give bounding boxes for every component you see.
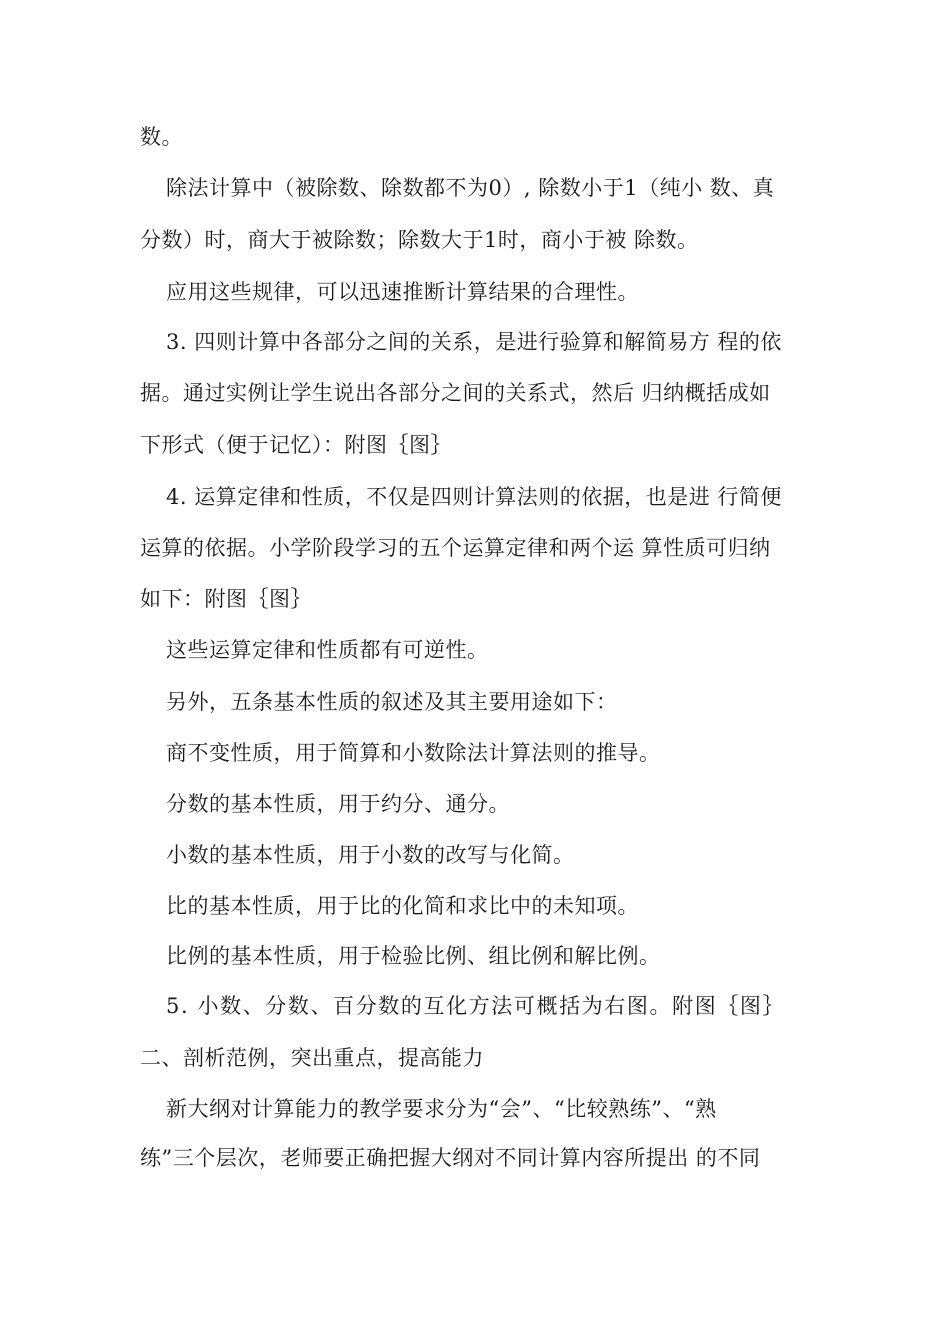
- text-line: 新大纲对计算能力的教学要求分为“会”、“比较熟练”、“熟: [166, 1097, 717, 1121]
- text-line: 商不变性质，用于简算和小数除法计算法则的推导。: [166, 741, 661, 765]
- text-line: 小数的基本性质，用于小数的改写与化简。: [166, 843, 575, 867]
- text-line: 据。通过实例让学生说出各部分之间的关系式，然后 归纳概括成如: [140, 381, 771, 405]
- text-line: 除法计算中（被除数、除数都不为0）, 除数小于1（纯小 数、真: [166, 176, 775, 200]
- text-line: 4. 运算定律和性质，不仅是四则计算法则的依据，也是进 行简便: [166, 485, 782, 509]
- text-line: 下形式（便于记忆）：附图｛图｝: [140, 433, 452, 457]
- section-heading: 二、剖析范例，突出重点，提高能力: [140, 1046, 484, 1070]
- text-line: 比例的基本性质，用于检验比例、组比例和解比例。: [166, 944, 661, 968]
- text-line: 3. 四则计算中各部分之间的关系，是进行验算和解简易方 程的依: [166, 330, 782, 354]
- text-line: 比的基本性质，用于比的化简和求比中的未知项。: [166, 894, 639, 918]
- text-line: 如下：附图｛图｝: [140, 587, 312, 611]
- text-line: 练”三个层次，老师要正确把握大纲对不同计算内容所提出 的不同: [140, 1146, 761, 1170]
- text-line: 运算的依据。小学阶段学习的五个运算定律和两个运 算性质可归纳: [140, 536, 771, 560]
- text-line: 应用这些规律，可以迅速推断计算结果的合理性。: [166, 280, 639, 304]
- text-line: 分数的基本性质，用于约分、通分。: [166, 792, 510, 816]
- text-line: 数。: [140, 125, 183, 149]
- text-line: 这些运算定律和性质都有可逆性。: [166, 638, 489, 662]
- text-line: 5. 小数、分数、百分数的互化方法可概括为右图。附图｛图｝: [166, 994, 786, 1018]
- text-line: 分数）时，商大于被除数；除数大于1时，商小于被 除数。: [140, 228, 699, 252]
- text-line: 另外，五条基本性质的叙述及其主要用途如下：: [166, 690, 618, 714]
